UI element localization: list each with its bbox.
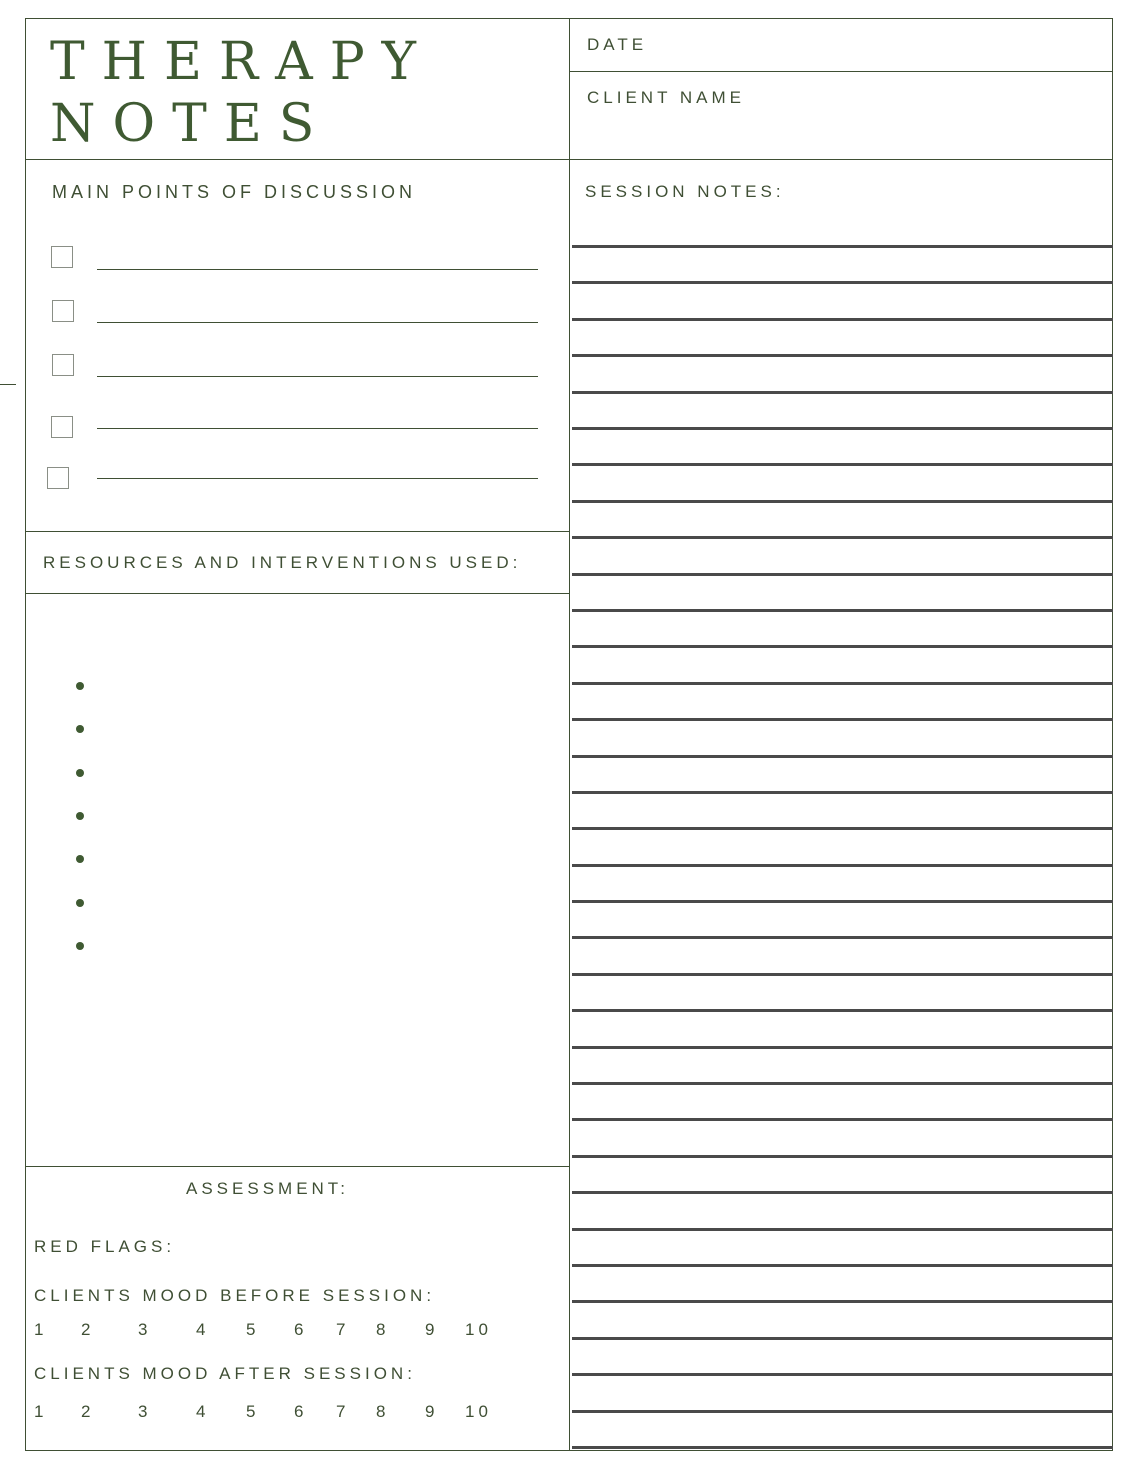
- mood-scale-value[interactable]: 9: [425, 1402, 435, 1421]
- session-note-line[interactable]: [572, 755, 1113, 758]
- discussion-checkbox[interactable]: [47, 467, 69, 489]
- session-note-line[interactable]: [572, 1191, 1113, 1194]
- session-note-line[interactable]: [572, 318, 1113, 321]
- session-note-line[interactable]: [572, 900, 1113, 903]
- session-note-line[interactable]: [572, 718, 1113, 721]
- session-note-line[interactable]: [572, 573, 1113, 576]
- session-note-line[interactable]: [572, 500, 1113, 503]
- mood-after-label: CLIENTS MOOD AFTER SESSION:: [34, 1364, 416, 1383]
- session-note-line[interactable]: [572, 973, 1113, 976]
- resource-bullet[interactable]: [76, 682, 84, 690]
- mood-scale-value[interactable]: 7: [336, 1402, 346, 1421]
- resources-heading: RESOURCES AND INTERVENTIONS USED:: [43, 553, 522, 572]
- session-note-line[interactable]: [572, 645, 1113, 648]
- resource-bullet[interactable]: [76, 812, 84, 820]
- mood-scale-value[interactable]: 3: [138, 1402, 148, 1421]
- side-tick: [0, 384, 16, 385]
- discussion-checkbox[interactable]: [52, 354, 74, 376]
- mood-before-label: CLIENTS MOOD BEFORE SESSION:: [34, 1286, 436, 1305]
- session-note-line[interactable]: [572, 1155, 1113, 1158]
- session-note-line[interactable]: [572, 427, 1113, 430]
- discussion-write-line[interactable]: [97, 322, 538, 323]
- discussion-write-line[interactable]: [97, 269, 538, 270]
- date-divider: [569, 71, 1113, 72]
- session-note-line[interactable]: [572, 1046, 1113, 1049]
- mood-scale-value[interactable]: 6: [294, 1402, 304, 1421]
- session-note-line[interactable]: [572, 463, 1113, 466]
- mood-scale-value[interactable]: 8: [376, 1320, 386, 1339]
- session-note-line[interactable]: [572, 1009, 1113, 1012]
- session-note-line[interactable]: [572, 1264, 1113, 1267]
- session-note-line[interactable]: [572, 827, 1113, 830]
- date-field[interactable]: [572, 18, 1112, 70]
- mood-scale-value[interactable]: 1: [34, 1320, 44, 1339]
- page-title-line2: NOTES: [50, 94, 332, 154]
- mood-scale-value[interactable]: 7: [336, 1320, 346, 1339]
- session-note-line[interactable]: [572, 536, 1113, 539]
- assessment-divider: [25, 1166, 569, 1167]
- mood-scale-value[interactable]: 2: [81, 1402, 91, 1421]
- mood-scale-value[interactable]: 5: [246, 1320, 256, 1339]
- mood-scale-value[interactable]: 5: [246, 1402, 256, 1421]
- session-note-line[interactable]: [572, 791, 1113, 794]
- session-note-line[interactable]: [572, 1082, 1113, 1085]
- mood-scale-value[interactable]: 1: [34, 1402, 44, 1421]
- main-points-divider: [25, 531, 569, 532]
- session-note-line[interactable]: [572, 391, 1113, 394]
- session-note-line[interactable]: [572, 1337, 1113, 1340]
- discussion-checkbox[interactable]: [51, 416, 73, 438]
- session-note-line[interactable]: [572, 1300, 1113, 1303]
- session-note-line[interactable]: [572, 245, 1113, 248]
- mood-scale-value[interactable]: 10: [465, 1320, 492, 1339]
- mood-scale-value[interactable]: 8: [376, 1402, 386, 1421]
- mood-scale-value[interactable]: 10: [465, 1402, 492, 1421]
- session-note-line[interactable]: [572, 1373, 1113, 1376]
- page-title-line1: THERAPY: [50, 32, 434, 92]
- mood-scale-value[interactable]: 9: [425, 1320, 435, 1339]
- resource-bullet[interactable]: [76, 899, 84, 907]
- mood-before-scale: [34, 1320, 514, 1344]
- column-divider: [569, 18, 570, 1451]
- header-divider: [25, 159, 1113, 160]
- resource-bullet[interactable]: [76, 942, 84, 950]
- discussion-checkbox[interactable]: [51, 246, 73, 268]
- discussion-write-line[interactable]: [97, 428, 538, 429]
- discussion-write-line[interactable]: [97, 478, 538, 479]
- mood-scale-value[interactable]: 6: [294, 1320, 304, 1339]
- session-notes-heading: SESSION NOTES:: [585, 182, 785, 201]
- red-flags-label: RED FLAGS:: [34, 1237, 176, 1256]
- mood-scale-value[interactable]: 3: [138, 1320, 148, 1339]
- session-note-line[interactable]: [572, 281, 1113, 284]
- client-name-label: CLIENT NAME: [587, 88, 745, 107]
- session-note-line[interactable]: [572, 864, 1113, 867]
- assessment-heading: ASSESSMENT:: [186, 1179, 350, 1198]
- client-name-field[interactable]: [572, 73, 1112, 158]
- session-note-line[interactable]: [572, 354, 1113, 357]
- session-note-line[interactable]: [572, 1446, 1113, 1449]
- mood-scale-value[interactable]: 4: [196, 1320, 206, 1339]
- discussion-checkbox[interactable]: [52, 300, 74, 322]
- mood-after-scale: [34, 1402, 514, 1426]
- mood-scale-value[interactable]: 2: [81, 1320, 91, 1339]
- date-label: DATE: [587, 35, 648, 54]
- session-note-line[interactable]: [572, 936, 1113, 939]
- session-note-line[interactable]: [572, 1228, 1113, 1231]
- session-note-line[interactable]: [572, 1118, 1113, 1121]
- mood-scale-value[interactable]: 4: [196, 1402, 206, 1421]
- resource-bullet[interactable]: [76, 769, 84, 777]
- session-note-line[interactable]: [572, 682, 1113, 685]
- session-note-line[interactable]: [572, 1410, 1113, 1413]
- session-note-line[interactable]: [572, 609, 1113, 612]
- main-points-heading: MAIN POINTS OF DISCUSSION: [52, 182, 417, 202]
- resources-divider: [25, 593, 569, 594]
- discussion-write-line[interactable]: [97, 376, 538, 377]
